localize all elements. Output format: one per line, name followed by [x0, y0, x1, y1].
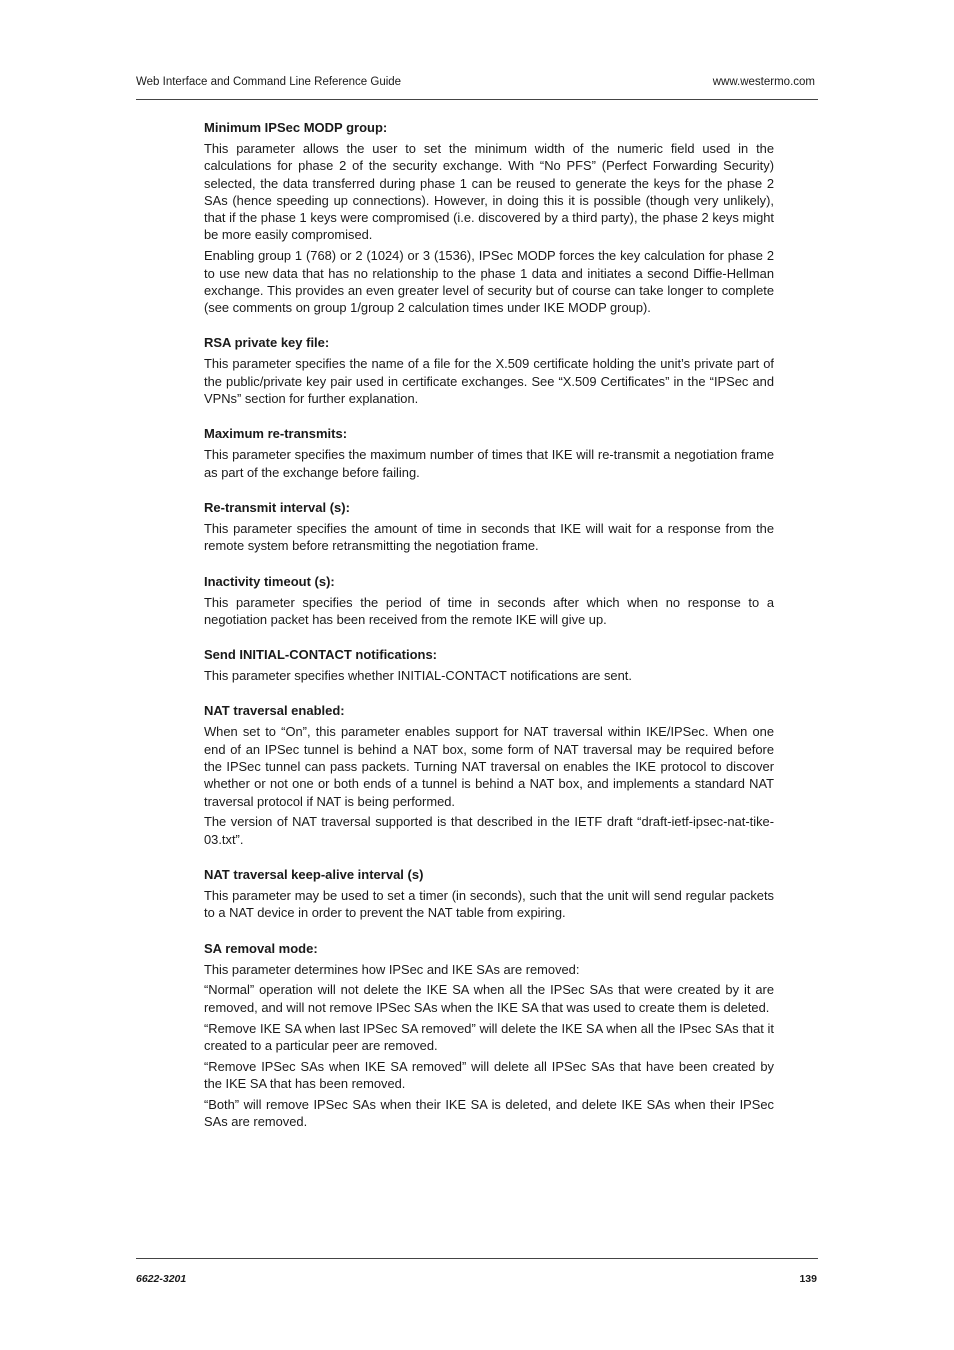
- section-paragraph: This parameter may be used to set a timer (in seconds), such that the unit will send regular packets to a NAT device in order to prevent the NAT table from expiring.: [204, 888, 774, 921]
- parameter-section: [204, 119, 774, 316]
- footer-divider: [136, 1258, 818, 1259]
- section-paragraph: The version of NAT traversal supported is that described in the IETF draft “draft-ietf-ipsec-nat-tike-03.txt”.: [204, 814, 774, 847]
- section-heading: Re-transmit interval (s):: [204, 499, 350, 515]
- section-paragraph: “Remove IKE SA when last IPSec SA removed” will delete the IKE SA when all the IPsec SAs that it created to a particular peer are removed.: [204, 1020, 774, 1053]
- section-heading: Inactivity timeout (s):: [204, 573, 335, 589]
- section-paragraph: This parameter specifies the maximum number of times that IKE will re-transmit a negotiation frame as part of the exchange before failing.: [204, 447, 774, 480]
- page-number: 139: [799, 1273, 817, 1285]
- section-paragraph: This parameter specifies the amount of time in seconds that IKE will wait for a response from the remote system before retransmitting the negotiation frame.: [204, 520, 774, 554]
- section-heading: NAT traversal enabled:: [204, 703, 345, 719]
- section-paragraph: This parameter determines how IPSec and IKE SAs are removed:: [204, 961, 580, 977]
- section-paragraph: “Both” will remove IPSec SAs when their IKE SA is deleted, and delete IKE SAs when their IPSec SAs are removed.: [204, 1096, 774, 1129]
- document-number: 6622-3201: [136, 1273, 187, 1285]
- section-heading: Send INITIAL-CONTACT notifications:: [204, 647, 438, 663]
- section-heading: Minimum IPSec MODP group:: [204, 120, 388, 135]
- parameter-section: [204, 702, 774, 848]
- parameter-section: [204, 573, 774, 629]
- parameter-section: [204, 866, 774, 922]
- section-paragraph: “Normal” operation will not delete the IKE SA when all the IPSec SAs that were created by it are removed, and will not remove IPSec SAs when the IKE SA that was used to create them is deleted.: [204, 982, 774, 1015]
- parameter-section: [204, 940, 774, 1131]
- section-paragraph: When set to “On”, this parameter enables support for NAT traversal within IKE/IPSec. When one end of an IPSec tunnel is behind a NAT box, some form of NAT traversal may be required before the IPSec tunnel can pass packets. Turning NAT traversal on enables the IKE protocol to discover whether or not one or both ends of a tunnel is behind a NAT box, and implements a standard NAT traversal protocol if NAT is being performed.: [204, 724, 774, 809]
- parameter-section: [204, 425, 774, 481]
- section-heading: RSA private key file:: [204, 335, 330, 351]
- header-divider: [136, 99, 818, 100]
- page-footer: [136, 1273, 817, 1285]
- parameter-section: [204, 334, 774, 407]
- section-heading: SA removal mode:: [204, 940, 318, 956]
- section-paragraph: This parameter allows the user to set the minimum width of the numeric field used in the calculations for phase 2 of the security exchange. With “No PFS” (Perfect Forwarding Security) selected, the data transferred during phase 1 can be reused to generate the keys for the phase 2 SAs (hence speeding up connections). However, in doing this it is possible (though very unlikely), that if the phase 1 keys were compromised (i.e. discovered by a third party), the phase 2 keys might be more easily compromised.: [204, 141, 774, 243]
- section-paragraph: This parameter specifies whether INITIAL-CONTACT notifications are sent.: [204, 668, 632, 684]
- section-paragraph: This parameter specifies the period of time in seconds after which when no response to a negotiation packet has been received from the remote IKE will give up.: [204, 594, 774, 627]
- section-paragraph: “Remove IPSec SAs when IKE SA removed” will delete all IPSec SAs that have been created by the IKE SA that has been removed.: [204, 1058, 774, 1091]
- guide-title: Web Interface and Command Line Reference Guide: [136, 76, 402, 88]
- section-heading: Maximum re-transmits:: [204, 426, 348, 442]
- page-header: [136, 76, 815, 88]
- website-link[interactable]: www.westermo.com: [712, 76, 815, 88]
- parameter-section: [204, 646, 774, 684]
- section-paragraph: This parameter specifies the name of a file for the X.509 certificate holding the unit’s private part of the public/private key pair used in certificate exchanges. See “X.509 Certificates” in the “IPSec and VPNs” section for further explanation.: [204, 356, 774, 407]
- main-content: [204, 119, 774, 1148]
- section-heading: NAT traversal keep-alive interval (s): [204, 867, 424, 883]
- section-paragraph: Enabling group 1 (768) or 2 (1024) or 3 (1536), IPSec MODP forces the key calculation for phase 2 to use new data that has no relationship to the phase 1 data and initiates a second Diffie-Hellman exchange. This provides an even greater level of security but of course can take longer to complete (see comments on group 1/group 2 calculation times under IKE MODP group).: [204, 248, 774, 316]
- parameter-section: [204, 499, 774, 555]
